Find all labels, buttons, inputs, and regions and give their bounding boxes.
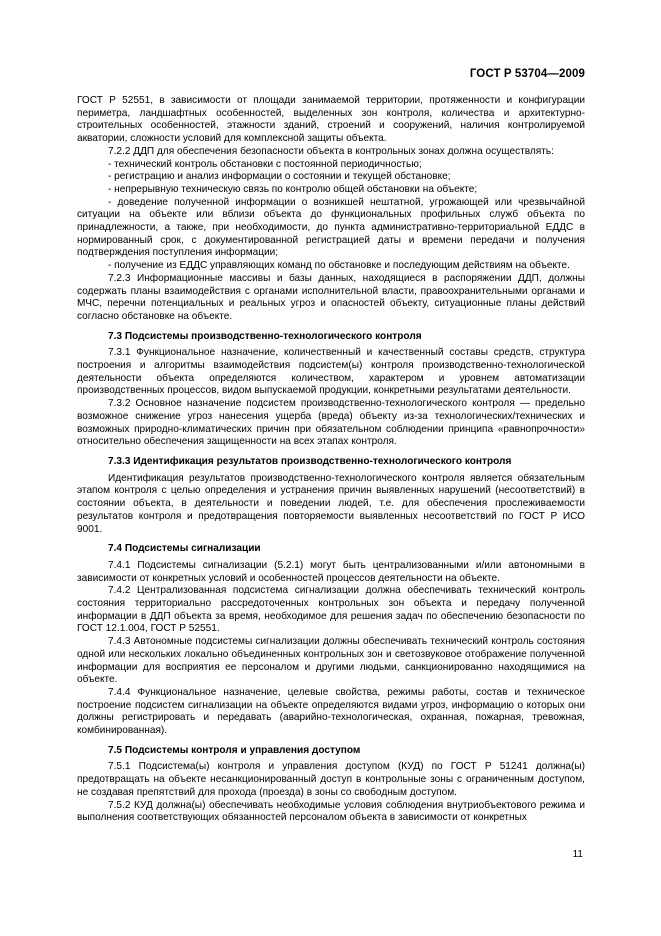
paragraph: ГОСТ Р 52551, в зависимости от площади занимаемой территории, протяженности и конфигурации периметра, ландшафтных особенностей, выделенных зон контроля, количества и архитектурно-строительных особенностей, этажности зданий, строений и сооружений, наличия контролируемой акватории, сложности условий для комплексной защиты объекта. <box>77 95 585 145</box>
section-heading: 7.3.3 Идентификация результатов производственно-технологического контроля <box>108 455 512 467</box>
paragraph: 7.3.2 Основное назначение подсистем производственно-технологического контроля — предельно возможное снижение угроз нанесения ущерба (вреда) объекту из-за технологических/технических и возможных природно-климатических причин при обязательном соблюдении принципа «равнопрочности» относительно обеспечения защищенности на всех этапах контроля. <box>77 398 585 448</box>
paragraph: 7.4.1 Подсистемы сигнализации (5.2.1) могут быть централизованными и/или автономными в зависимости от конкретных условий и особенностей процессов деятельности на объекте. <box>77 559 585 584</box>
paragraph: 7.2.3 Информационные массивы и базы данных, находящиеся в распоряжении ДДП, должны содержать планы взаимодействия с органами исполнительной власти, правоохранительными органами и МЧС, перечни потенциальных и реальных угроз и опасностей объекту, ситуационные планы действий согласно обстановке на объекте. <box>77 272 585 322</box>
paragraph: 7.3.1 Функциональное назначение, количественный и качественный составы средств, структура построения и алгоритмы взаимодействия подсистем(ы) контроля производственно-технологической деятельности объекта определяются количеством, характером и уровнем автоматизации производственных процессов, видом выпускаемой продукции, конкретными результатами деятельности. <box>77 347 585 397</box>
paragraph: Идентификация результатов производственно-технологического контроля является обязательным этапом контроля с целью определения и устранения причин выявленных нарушений (несоответствий) в состоянии объекта, в деятельности и поведении людей, т.е. для обеспечения прослеживаемости результатов контроля и предотвращения повторяемости выявленных несоответствий по ГОСТ Р ИСО 9001. <box>77 472 585 535</box>
paragraph: - технический контроль обстановки с постоянной периодичностью; <box>108 158 422 170</box>
section-heading: 7.4 Подсистемы сигнализации <box>108 543 261 555</box>
document-header: ГОСТ Р 53704—2009 <box>469 68 585 80</box>
paragraph: 7.5.1 Подсистема(ы) контроля и управления доступом (КУД) по ГОСТ Р 51241 должна(ы) предотвращать на объекте несанкционированный доступ в контрольные зоны с ограниченным доступом, не создавая препятствий для прохода (проезда) в зоны со свободным доступом. <box>77 761 585 798</box>
paragraph: 7.4.3 Автономные подсистемы сигнализации должны обеспечивать технический контроль состояния одной или нескольких локально объединенных контрольных зон и светозвуковое отображение полученной информации для восприятия ее персоналом и другими людьми, санкционированно находящимися на объекте. <box>77 636 585 686</box>
section-heading: 7.3 Подсистемы производственно-технологического контроля <box>108 330 422 342</box>
paragraph: - получение из ЕДДС управляющих команд по обстановке и последующим действиям на объекте. <box>108 260 570 272</box>
document-body <box>77 95 585 825</box>
paragraph: - доведение полученной информации о возникшей нештатной, угрожающей или чрезвычайной ситуации на объекте или вблизи объекта до функциональных профильных служб объекта по принадлежности, а также, при необходимости, до пункта административно-территориальной ЕДДС в нормированный срок, с документированной регистрацией даты и времени передачи и получения подтверждения поступления информации; <box>77 196 585 259</box>
paragraph: 7.4.4 Функциональное назначение, целевые свойства, режимы работы, состав и техническое построение подсистем сигнализации на объекте определяются видами угроз, информацию о которых они должны регистрировать и передавать (аварийно-технологическая, охранная, пожарная, тревожная, комбинированная). <box>77 686 585 737</box>
page-number: 11 <box>572 849 583 860</box>
paragraph: 7.5.2 КУД должна(ы) обеспечивать необходимые условия соблюдения внутриобъектового режима и выполнения соответствующих обязанностей персоналом объекта в зависимости от конкретных <box>77 799 585 824</box>
paragraph: 7.2.2 ДДП для обеспечения безопасности объекта в контрольных зонах должна осуществлять: <box>108 145 554 157</box>
paragraph: - регистрацию и анализ информации о состоянии и текущей обстановке; <box>108 171 451 183</box>
paragraph: - непрерывную техническую связь по контролю общей обстановки на объекте; <box>108 183 478 195</box>
paragraph: 7.4.2 Централизованная подсистема сигнализации должна обеспечивать технический контроль состояния территориально рассредоточенных контрольных зон объекта и передачу полученной информации в ДДП объекта за время, необходимое для решения задач по обеспечению безопасности по ГОСТ 12.1.004, ГОСТ Р 52551. <box>77 585 585 635</box>
section-heading: 7.5 Подсистемы контроля и управления доступом <box>108 744 361 756</box>
